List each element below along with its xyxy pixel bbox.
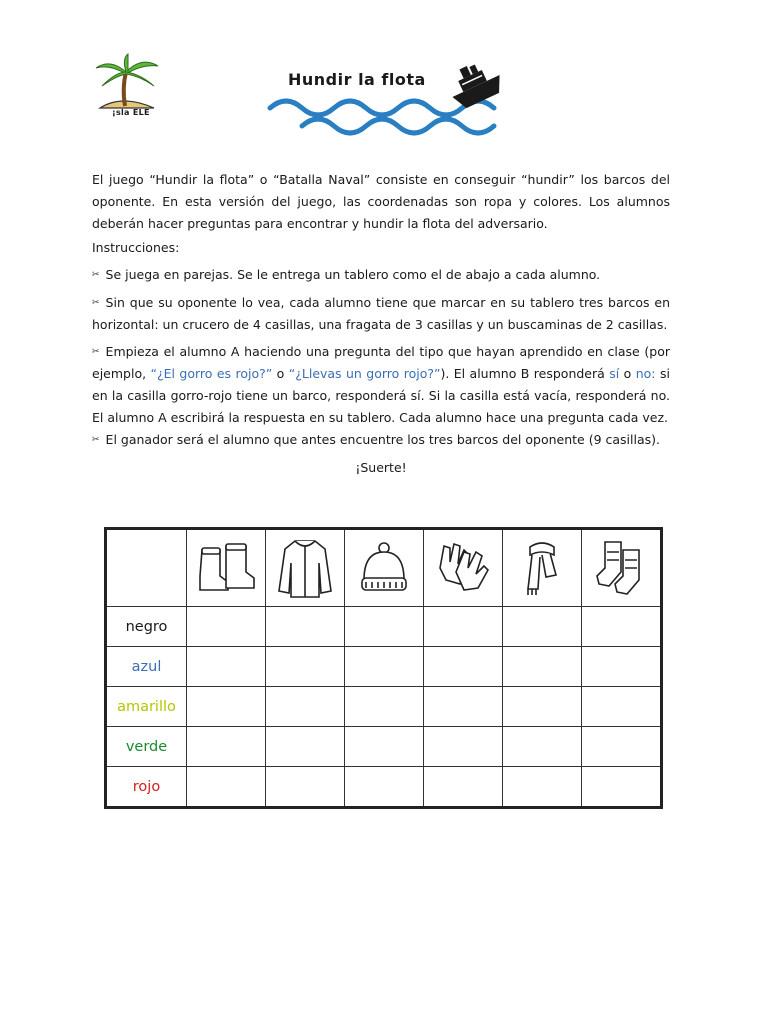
- board-row-rojo: [106, 767, 662, 808]
- board-cell[interactable]: [266, 647, 345, 687]
- board-header-row: [106, 529, 662, 607]
- row-label: rojo: [106, 767, 187, 808]
- intro-paragraph: El juego “Hundir la flota” o “Batalla Naval” consiste en conseguir “hundir” los barcos del oponente. En esta versión del juego, las coordenadas son ropa y colores. Los alumnos deberán hacer preguntas para encontrar y hundir la flota del adversario.: [92, 172, 670, 231]
- row-label: azul: [106, 647, 187, 687]
- board-cell[interactable]: [266, 727, 345, 767]
- board-cell[interactable]: [345, 687, 424, 727]
- list-item: ✂ Empieza el alumno A haciendo una pregunta del tipo que hayan aprendido en clase (por ejemplo, “¿El gorro es rojo?” o “¿Llevas un gorro rojo?”). El alumno B responderá sí o no: si en la casilla gorro-rojo tiene un barco, responderá sí. Si la casilla está vacía, responderá no. El alumno A escribirá la respuesta en su tablero. Cada alumno hace una pregunta cada vez.: [92, 344, 670, 425]
- game-board: [104, 527, 663, 809]
- board-cell[interactable]: [345, 727, 424, 767]
- board-cell[interactable]: [503, 687, 582, 727]
- board-row-negro: [106, 607, 662, 647]
- scissors-icon: ✂: [92, 298, 100, 308]
- board-row-verde: [106, 727, 662, 767]
- board-cell[interactable]: [424, 727, 503, 767]
- row-label: verde: [106, 727, 187, 767]
- board-cell[interactable]: [503, 647, 582, 687]
- board-cell[interactable]: [503, 767, 582, 808]
- list-item: ✂ El ganador será el alumno que antes encuentre los tres barcos del oponente (9 casillas).: [92, 432, 660, 447]
- scissors-icon: ✂: [92, 270, 100, 280]
- row-label: negro: [106, 607, 187, 647]
- board-cell[interactable]: [503, 727, 582, 767]
- socks-icon: [591, 538, 651, 598]
- scarf-icon: [520, 539, 564, 597]
- closing-text: ¡Suerte!: [355, 460, 407, 475]
- sinking-ship-icon: [443, 58, 506, 111]
- list-item: ✂ Sin que su oponente lo vea, cada alumno tiene que marcar en su tablero tres barcos en horizontal: un crucero de 4 casillas, una fragata de 3 casillas y un buscaminas de 2 casillas.: [92, 295, 670, 332]
- corner-cell: [106, 529, 187, 607]
- column-gloves: [424, 529, 503, 607]
- column-scarf: [503, 529, 582, 607]
- board-cell[interactable]: [266, 767, 345, 808]
- board-cell[interactable]: [266, 687, 345, 727]
- board-cell[interactable]: [424, 687, 503, 727]
- instructions-label: Instrucciones:: [92, 240, 180, 255]
- example-question-1: “¿El gorro es rojo?”: [150, 366, 273, 381]
- board-cell[interactable]: [582, 727, 662, 767]
- scissors-icon: ✂: [92, 435, 100, 445]
- hat-icon: [356, 540, 412, 596]
- answer-si: sí: [609, 366, 620, 381]
- board-cell[interactable]: [187, 727, 266, 767]
- board-cell[interactable]: [582, 767, 662, 808]
- board-cell[interactable]: [424, 647, 503, 687]
- board-cell[interactable]: [582, 607, 662, 647]
- board-cell[interactable]: [187, 607, 266, 647]
- column-coat: [266, 529, 345, 607]
- page-title: Hundir la flota: [288, 70, 426, 89]
- list-item: ✂ Se juega en parejas. Se le entrega un tablero como el de abajo a cada alumno.: [92, 267, 601, 282]
- board-row-azul: [106, 647, 662, 687]
- board-cell[interactable]: [424, 607, 503, 647]
- board-cell[interactable]: [424, 767, 503, 808]
- board-cell[interactable]: [266, 607, 345, 647]
- answer-no: no:: [635, 366, 656, 381]
- board-cell[interactable]: [345, 767, 424, 808]
- board-cell[interactable]: [582, 647, 662, 687]
- column-socks: [582, 529, 662, 607]
- board-cell[interactable]: [345, 647, 424, 687]
- row-label: amarillo: [106, 687, 187, 727]
- boots-icon: [194, 540, 258, 596]
- board-row-amarillo: [106, 687, 662, 727]
- board-cell[interactable]: [187, 767, 266, 808]
- board-cell[interactable]: [187, 647, 266, 687]
- board-cell[interactable]: [345, 607, 424, 647]
- logo-text: ¡sla ELE: [112, 108, 150, 117]
- palm-tree-icon: [92, 52, 164, 112]
- board-cell[interactable]: [187, 687, 266, 727]
- coat-icon: [277, 537, 333, 599]
- board-cell[interactable]: [503, 607, 582, 647]
- gloves-icon: [434, 540, 492, 596]
- example-question-2: “¿Llevas un gorro rojo?”: [288, 366, 441, 381]
- column-boots: [187, 529, 266, 607]
- scissors-icon: ✂: [92, 347, 100, 357]
- column-hat: [345, 529, 424, 607]
- board-cell[interactable]: [582, 687, 662, 727]
